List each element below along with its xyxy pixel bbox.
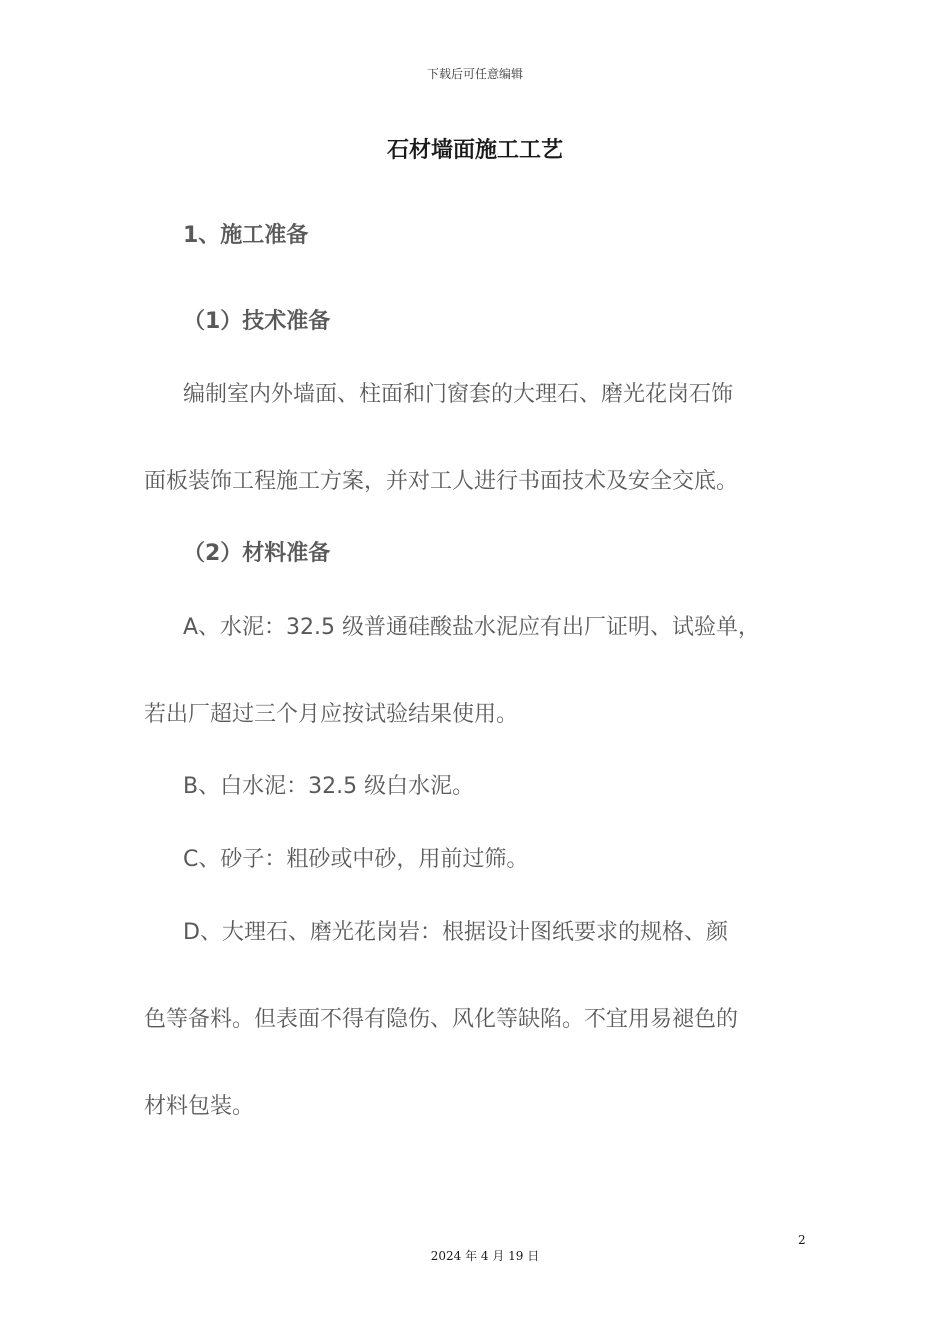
material-stone-line-1: D、大理石、磨光花岗岩：根据设计图纸要求的规格、颜 xyxy=(183,920,728,945)
material-stone-line-2: 色等备料。但表面不得有隐伤、风化等缺陷。不宜用易褪色的 xyxy=(144,1007,739,1032)
paragraph-technical-line-1: 编制室内外墙面、柱面和门窗套的大理石、磨光花岗石饰 xyxy=(183,382,734,407)
material-white-cement: B、白水泥：32.5 级白水泥。 xyxy=(183,774,475,799)
material-cement-line-2: 若出厂超过三个月应按试验结果使用。 xyxy=(144,702,519,727)
footer-date: 2024 年 4 月 19 日 xyxy=(430,1249,540,1263)
page-number: 2 xyxy=(798,1233,806,1247)
subsection-heading-materials: （2）材料准备 xyxy=(183,541,331,566)
paragraph-technical-line-2: 面板装饰工程施工方案，并对工人进行书面技术及安全交底。 xyxy=(144,469,739,494)
section-heading-preparation: 1、施工准备 xyxy=(183,223,309,248)
material-stone-line-3: 材料包装。 xyxy=(144,1094,255,1119)
material-cement-line-1: A、水泥：32.5 级普通硅酸盐水泥应有出厂证明、试验单， xyxy=(183,615,761,640)
document-title: 石材墙面施工工艺 xyxy=(386,138,563,163)
material-sand: C、砂子：粗砂或中砂，用前过筛。 xyxy=(183,847,529,872)
subsection-heading-technical: （1）技术准备 xyxy=(183,309,331,334)
page-header: 下载后可任意编辑 xyxy=(426,67,523,81)
